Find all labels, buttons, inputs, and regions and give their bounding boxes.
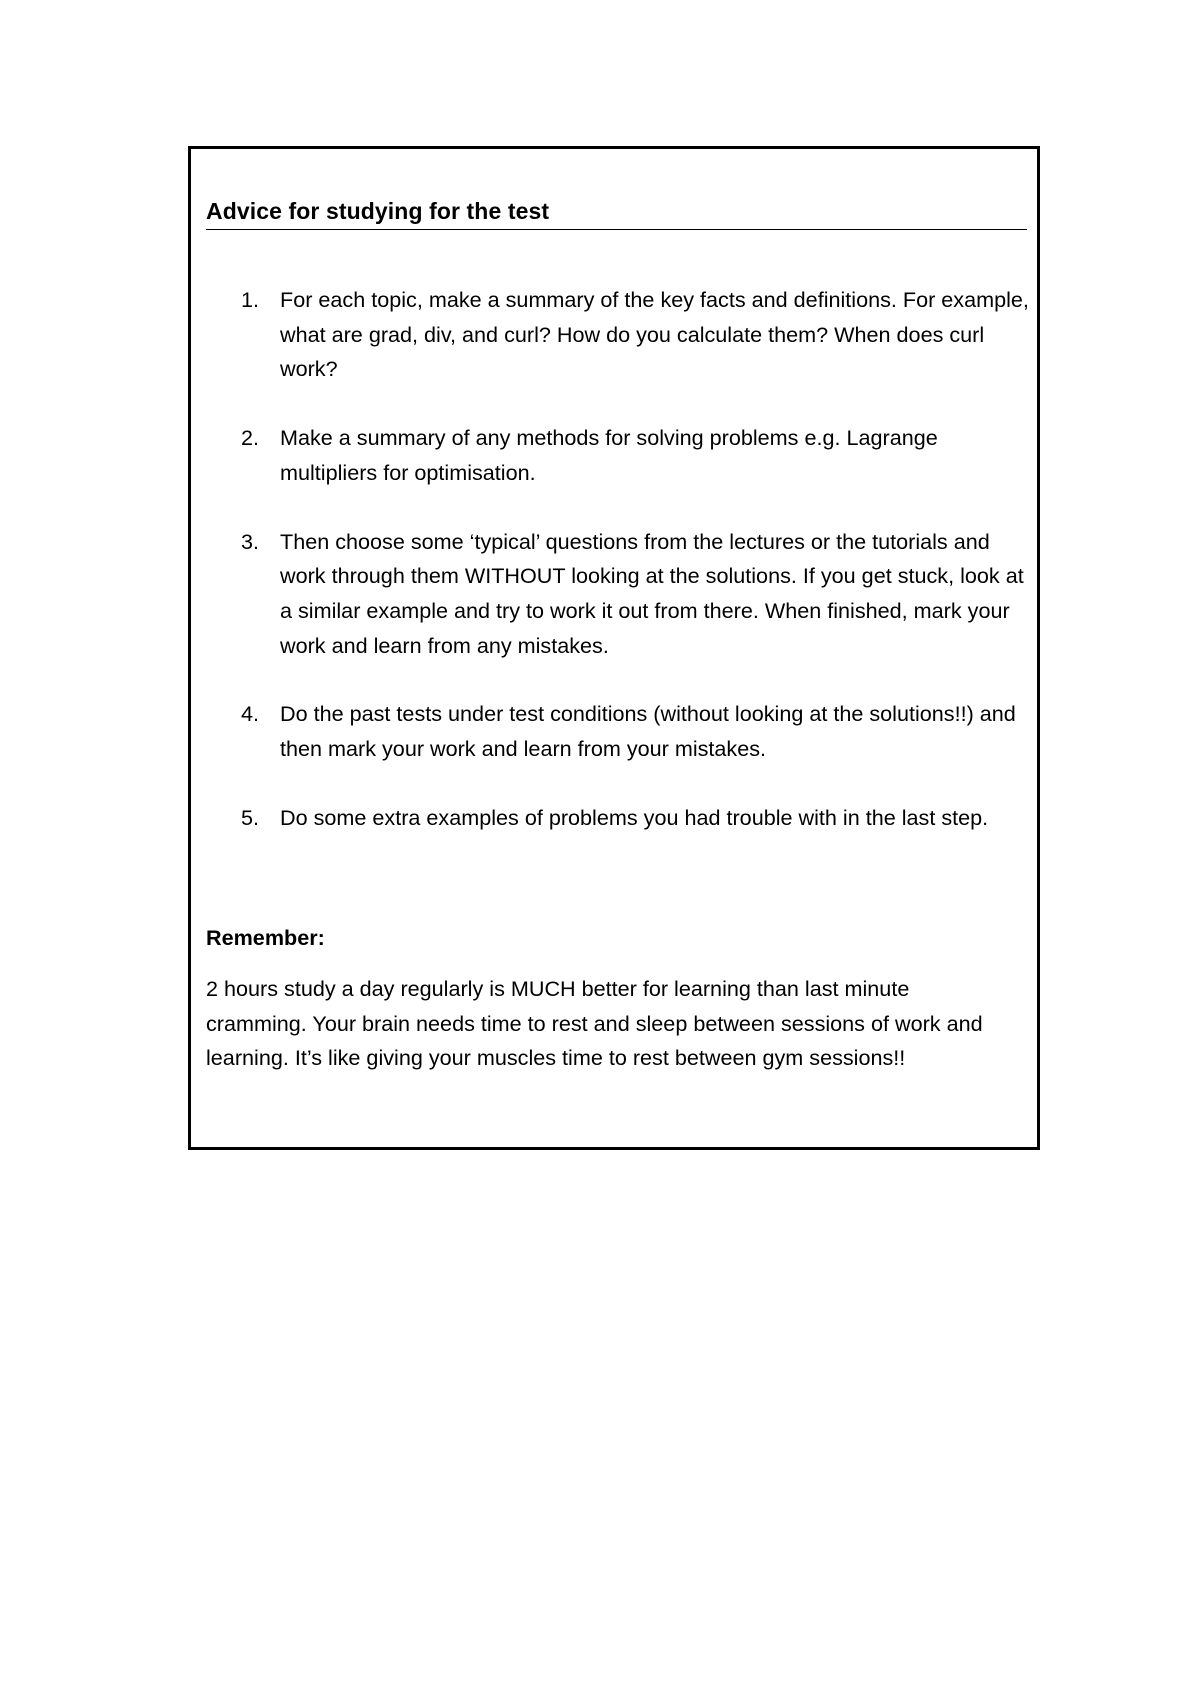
list-item-number: 5. bbox=[241, 804, 260, 830]
list-item bbox=[241, 283, 1031, 387]
list-item-text: Do some extra examples of problems you had trouble with in the last step. bbox=[280, 804, 989, 830]
remember-text: 2 hours study a day regularly is MUCH better for learning than last minute cramming. Your brain needs time to rest and sleep between sessions of work and learning. It’s like giving your muscles time to rest between gym sessions!! bbox=[206, 976, 983, 1071]
list-item bbox=[241, 697, 1031, 766]
list-item-number: 2. bbox=[241, 425, 260, 451]
list-item-text: Then choose some ‘typical’ questions from the lectures or the tutorials and work through them WITHOUT looking at the solutions. If you get stuck, look at a similar example and try to work it out from there. When finished, mark your work and learn from any mistakes. bbox=[280, 528, 1024, 658]
page-title: Advice for studying for the test bbox=[206, 196, 1027, 230]
list-item-text: Make a summary of any methods for solving problems e.g. Lagrange multipliers for optimisation. bbox=[280, 425, 938, 485]
list-item bbox=[241, 525, 1031, 664]
list-item-text: Do the past tests under test conditions (without looking at the solutions!!) and then mark your work and learn from your mistakes. bbox=[280, 701, 1016, 762]
list-item bbox=[241, 421, 1031, 490]
list-item bbox=[241, 801, 1031, 836]
list-item-number: 1. bbox=[241, 287, 260, 312]
list-item-number: 4. bbox=[241, 701, 260, 727]
list-item-number: 3. bbox=[241, 528, 260, 554]
remember-heading: Remember: bbox=[206, 925, 325, 950]
list-item-text: For each topic, make a summary of the key facts and definitions. For example, what are grad, div, and curl? How do you calculate them? When does curl work? bbox=[280, 287, 1029, 382]
advice-list bbox=[241, 283, 1031, 869]
advice-box bbox=[188, 146, 1040, 1150]
